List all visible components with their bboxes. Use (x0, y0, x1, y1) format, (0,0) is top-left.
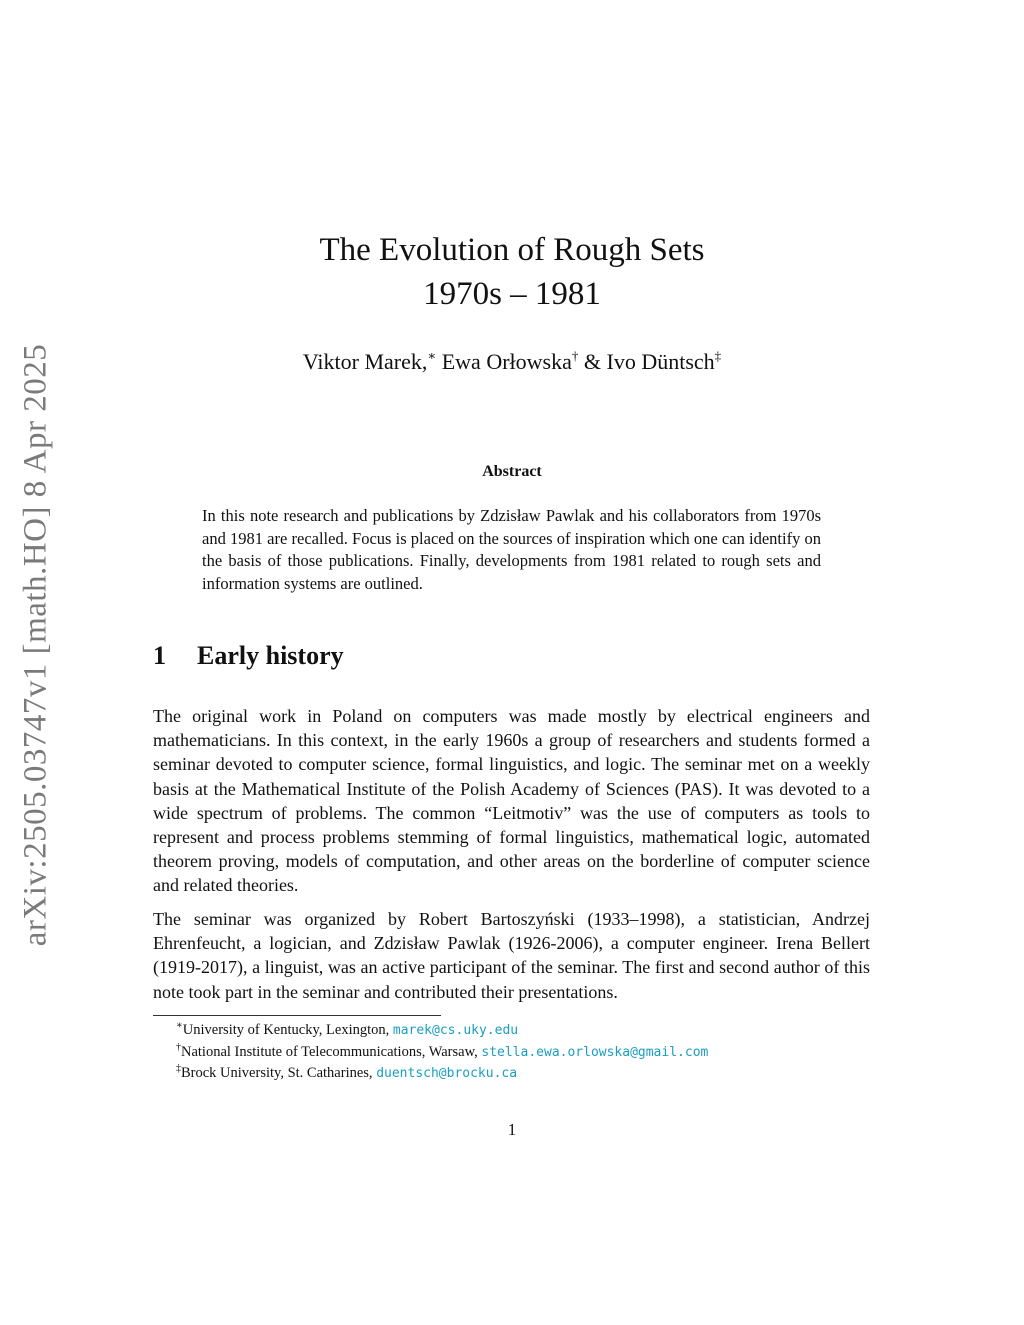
section-number: 1 (153, 641, 166, 670)
author-footnote-mark: † (571, 348, 579, 363)
body-paragraph: The original work in Poland on computers was made mostly by electrical engineers and mathematicians. In this context, in the early 1960s a group of researchers and students formed a seminar devoted to computer science, formal linguistics, and logic. The seminar met on a weekly basis at the Mathematical Institute of the Polish Academy of Sciences (PAS). It was devoted to a wide spectrum of problems. The common “Leitmotiv” was the use of computers as tools to represent and process problems stemming of formal linguistics, mathematical logic, automated theorem proving, models of computation, and other areas on the borderline of computer science and related theories. (153, 706, 870, 896)
footnote-mark: ∗ (176, 1020, 183, 1031)
body-paragraph: The seminar was organized by Robert Bartoszyński (1933–1998), a statistician, Andrzej Ehrenfeucht, a logician, and Zdzisław Pawlak (1926-2006), a computer engineer. Irena Bellert (1919-2017), a linguist, was an active participant of the seminar. The first and second author of this note took part in the seminar and contributed their presentations. (153, 909, 870, 1002)
footnote (176, 1042, 708, 1064)
title-line-2: 1970s – 1981 (423, 276, 601, 312)
author-footnote-mark: ‡ (714, 348, 722, 363)
footnote-mark: † (176, 1041, 181, 1053)
author-name: Ivo Düntsch (606, 349, 715, 374)
arxiv-identifier-stamp: arXiv:2505.03747v1 [math.HO] 8 Apr 2025 (17, 343, 54, 947)
section-title: Early history (197, 641, 344, 670)
section-heading (153, 641, 344, 671)
author-footnote-mark: ∗ (427, 348, 437, 363)
footnote (176, 1063, 708, 1085)
email-link[interactable]: marek@cs.uky.edu (392, 1023, 519, 1038)
page-number: 1 (507, 1120, 517, 1139)
footnote (176, 1020, 708, 1042)
abstract-text: In this note research and publications by Zdzisław Pawlak and his collaborators from 1970s and 1981 are recalled. Focus is placed on the sources of inspiration which one can identify on the basis of those publications. Finally, developments from 1981 related to rough sets and information systems are outlined. (202, 506, 821, 594)
author-list (0, 349, 1024, 375)
author-name: Viktor Marek, (302, 349, 428, 374)
footnote-divider (153, 1015, 441, 1016)
footnote-affiliation: National Institute of Telecommunications, Warsaw, (181, 1043, 482, 1060)
email-link[interactable]: stella.ewa.orlowska@gmail.com (481, 1044, 709, 1060)
footnote-affiliation: University of Kentucky, Lexington, (182, 1022, 393, 1038)
title-line-1: The Evolution of Rough Sets (319, 232, 705, 268)
footnotes (176, 1020, 708, 1085)
author-separator: & (583, 349, 601, 374)
author-name: Ewa Orłowska (441, 349, 572, 374)
paper-title (0, 228, 1024, 316)
footnote-affiliation: Brock University, St. Catharines, (181, 1065, 377, 1081)
email-link[interactable]: duentsch@brocku.ca (376, 1066, 518, 1081)
footnote-mark: ‡ (176, 1063, 181, 1074)
abstract-heading: Abstract (482, 463, 542, 480)
